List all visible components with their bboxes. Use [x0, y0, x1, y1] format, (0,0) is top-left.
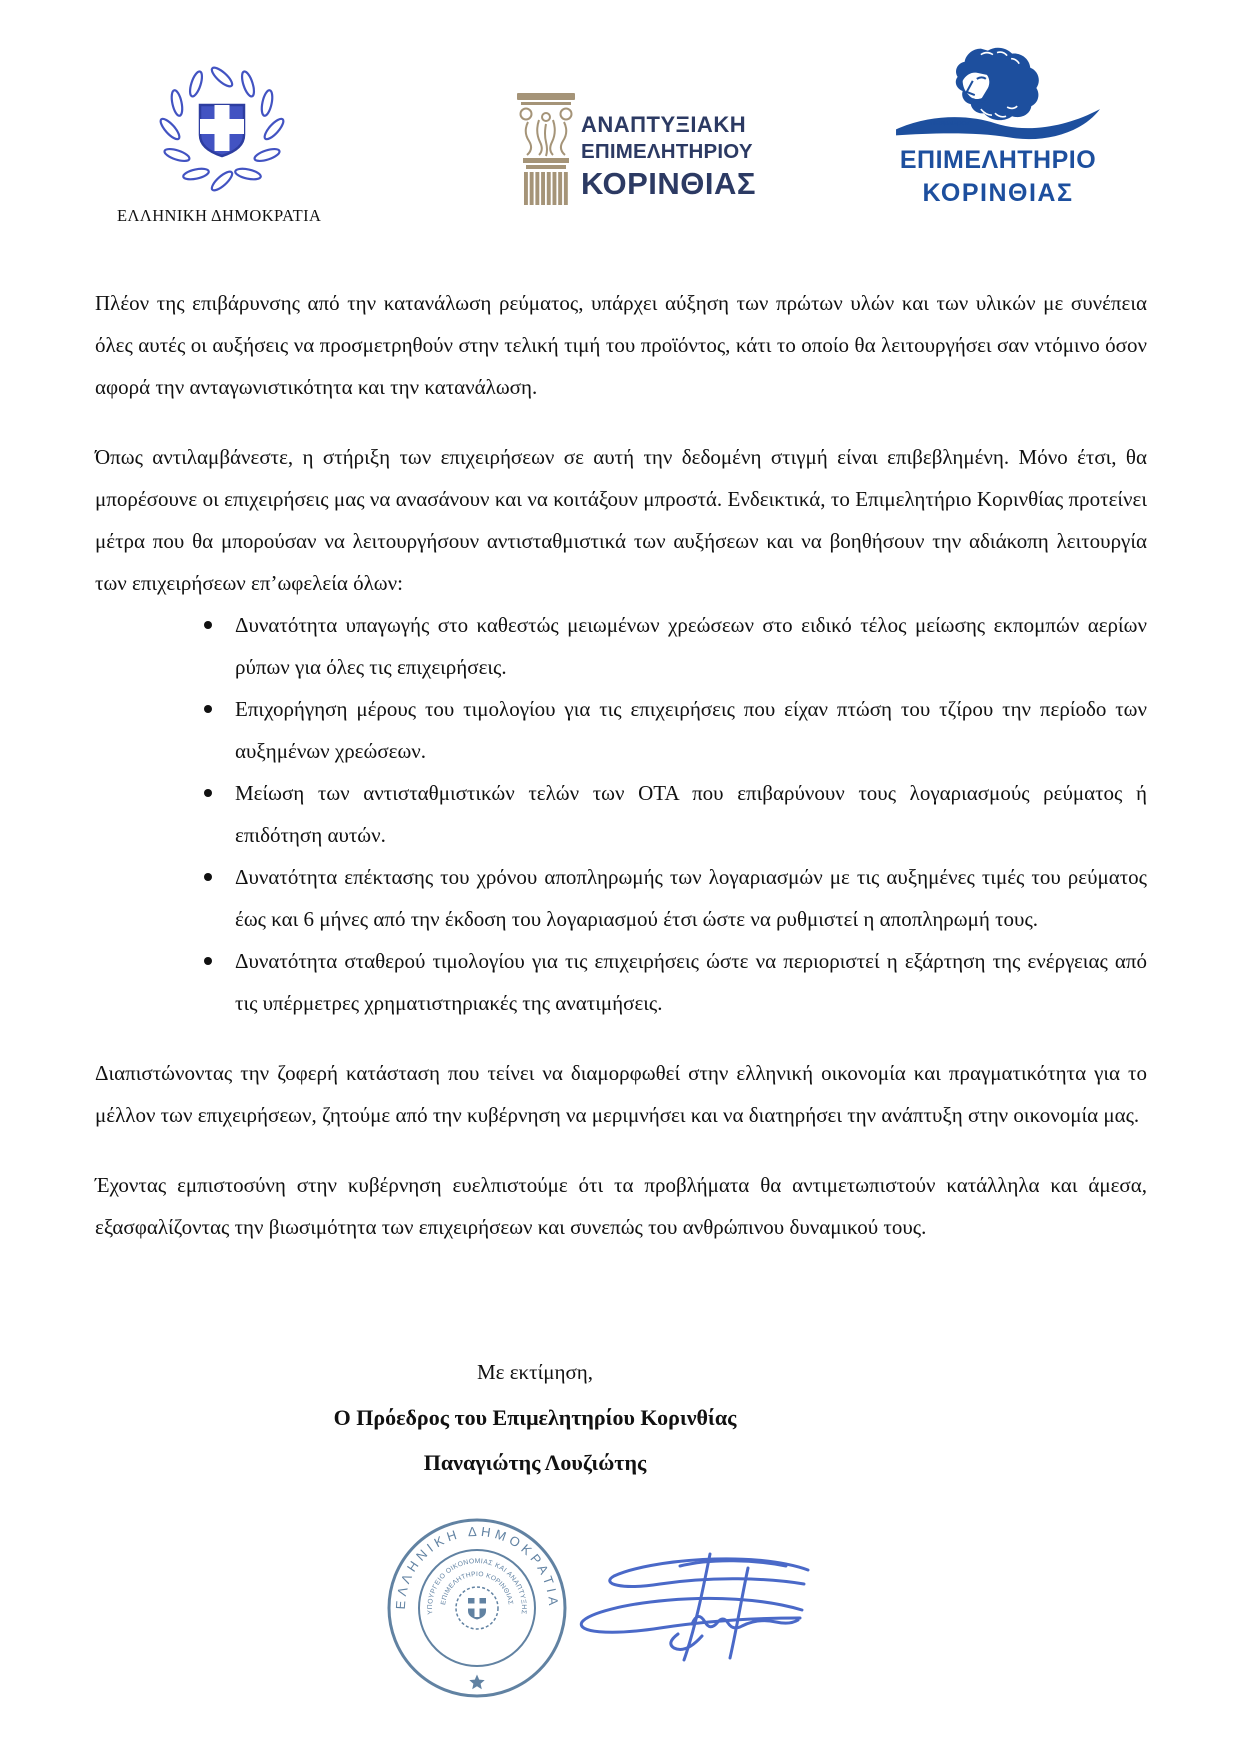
periander-bust-icon	[892, 42, 1104, 144]
paragraph-4: Έχοντας εμπιστοσύνη στην κυβέρνηση ευελπιστούμε ότι τα προβλήματα θα αντιμετωπιστούν κατάλληλα και άμεσα, εξασφαλίζοντας την βιωσιμότητα των επιχειρήσεων και συνεπώς του ανθρώπινου δυναμικού τους.	[95, 1173, 1147, 1239]
stamp-star-icon	[469, 1675, 484, 1690]
center-logo-line2: ΕΠΙΜΕΛΗΤΗΡΙΟΥ	[581, 140, 753, 163]
signoff-block	[95, 1350, 975, 1485]
bullet-text: Μείωση των αντισταθμιστικών τελών των ΟΤΑ που επιβαρύνουν τους λογαριασμούς ρεύματος ή επιδότηση αυτών.	[235, 781, 1147, 847]
bust-caption: ΠΕΡΙΑΝΔΡΟΣ	[930, 121, 970, 128]
bullet-dot-icon	[204, 621, 212, 629]
stamp-inner-ring-text: ΕΠΙΜΕΛΗΤΗΡΙΟ ΚΟΡΙΝΘΙΑΣ	[440, 1570, 514, 1606]
stamp-outer-ring-text: ΕΛΛΗΝΙΚΗ ΔΗΜΟΚΡΑΤΙΑ	[392, 1523, 562, 1610]
bullet-text: Δυνατότητα υπαγωγής στο καθεστώς μειωμένων χρεώσεων στο ειδικό τέλος μείωσης εκπομπών αερίων ρύπων για όλες τις επιχειρήσεις.	[235, 613, 1147, 679]
bullet-dot-icon	[204, 789, 212, 797]
signatory-name: Παναγιώτης Λουζιώτης	[423, 1450, 647, 1475]
hellenic-republic-caption: ΕΛΛΗΝΙΚΗ ΔΗΜΟΚΡΑΤΙΑ	[117, 206, 322, 225]
bullet-list	[95, 604, 1147, 1024]
bullet-item	[235, 604, 1147, 688]
letter-body	[95, 282, 1147, 1276]
cross-shield	[200, 105, 244, 156]
svg-text:ΕΛΛΗΝΙΚΗ ΔΗΜΟΚΡΑΤΙΑ	[393, 1524, 561, 1610]
signatory-title: Ο Πρόεδρος του Επιμελητηρίου Κορινθίας	[333, 1405, 737, 1430]
bullet-item	[235, 856, 1147, 940]
bullet-item	[235, 940, 1147, 1024]
bullet-item	[235, 772, 1147, 856]
paragraph-3: Διαπιστώνοντας την ζοφερή κατάσταση που τείνει να διαμορφωθεί στην ελληνική οικονομία και πραγματικότητα για το μέλλον των επιχειρήσεων, ζητούμε από την κυβέρνηση να μεριμνήσει και να διατηρήσει την ανάπτυξη στην οικονομία μας.	[95, 1061, 1147, 1127]
right-logo-line2: ΚΟΡΙΝΘΙΑΣ	[922, 179, 1074, 207]
handwritten-signature	[552, 1540, 822, 1675]
greek-coat-of-arms-icon	[152, 64, 292, 198]
bullet-dot-icon	[204, 873, 212, 881]
bullet-dot-icon	[204, 705, 212, 713]
center-logo-line3: ΚΟΡΙΝΘΙΑΣ	[581, 165, 756, 201]
bullet-text: Επιχορήγηση μέρους του τιμολογίου για τις επιχειρήσεις που είχαν πτώση του τζίρου την περίοδο των αυξημένων χρεώσεων.	[235, 697, 1147, 763]
right-logo-line1: ΕΠΙΜΕΛΗΤΗΡΙΟ	[899, 146, 1097, 174]
development-agency-logo	[514, 90, 756, 206]
paragraph-1: Πλέον της επιβάρυνσης από την κατανάλωση ρεύματος, υπάρχει αύξηση των πρώτων υλών και των υλικών με συνέπεια όλες αυτές οι αυξήσεις να προσμετρηθούν στην τελική τιμή του προϊόντος, κάτι το οποίο θα λειτουργήσει σαν ντόμινο όσον αφορά την ανταγωνιστικότητα και την κατανάλωση.	[95, 291, 1147, 399]
stamp-middle-ring-text: ΥΠΟΥΡΓΕΙΟ ΟΙΚΟΝΟΜΙΑΣ ΚΑΙ ΑΝΑΠΤΥΞΗΣ	[426, 1558, 528, 1615]
center-logo-line1: ΑΝΑΠΤΥΞΙΑΚΗ	[581, 112, 747, 137]
bullet-item	[235, 688, 1147, 772]
closing: Με εκτίμηση,	[476, 1360, 594, 1384]
corinthian-column-icon	[514, 90, 578, 206]
bullet-text: Δυνατότητα σταθερού τιμολογίου για τις επιχειρήσεις ώστε να περιοριστεί η εξάρτηση της ενέργειας από τις υπέρμετρες χρηματιστηριακές της ανατιμήσεις.	[235, 949, 1147, 1015]
bullet-dot-icon	[204, 957, 212, 965]
chamber-of-corinthia-logo	[878, 42, 1118, 208]
paragraph-2: Όπως αντιλαμβάνεστε, η στήριξη των επιχειρήσεων σε αυτή την δεδομένη στιγμή είναι επιβεβλημένη. Μόνο έτσι, θα μπορέσουνε οι επιχειρήσεις μας να ανασάνουν και να κοιτάξουν μπροστά. Ενδεικτικά, το Επιμελητήριο Κορινθίας προτείνει μέτρα που θα μπορούσαν να λειτουργήσουν αντισταθμιστικά των αυξήσεων και να βοηθήσουν την αδιάκοπη λειτουργία των επιχειρήσεων επ’ωφελεία όλων:	[95, 445, 1147, 595]
official-round-stamp	[385, 1516, 569, 1700]
bullet-text: Δυνατότητα επέκτασης του χρόνου αποπληρωμής των λογαριασμών με τις αυξημένες τιμές του ρεύματος έως και 6 μήνες από την έκδοση του λογαριασμού έτσι ώστε να ρυθμιστεί η αποπληρωμή τους.	[235, 865, 1147, 931]
stamp-center-emblem	[468, 1598, 486, 1620]
